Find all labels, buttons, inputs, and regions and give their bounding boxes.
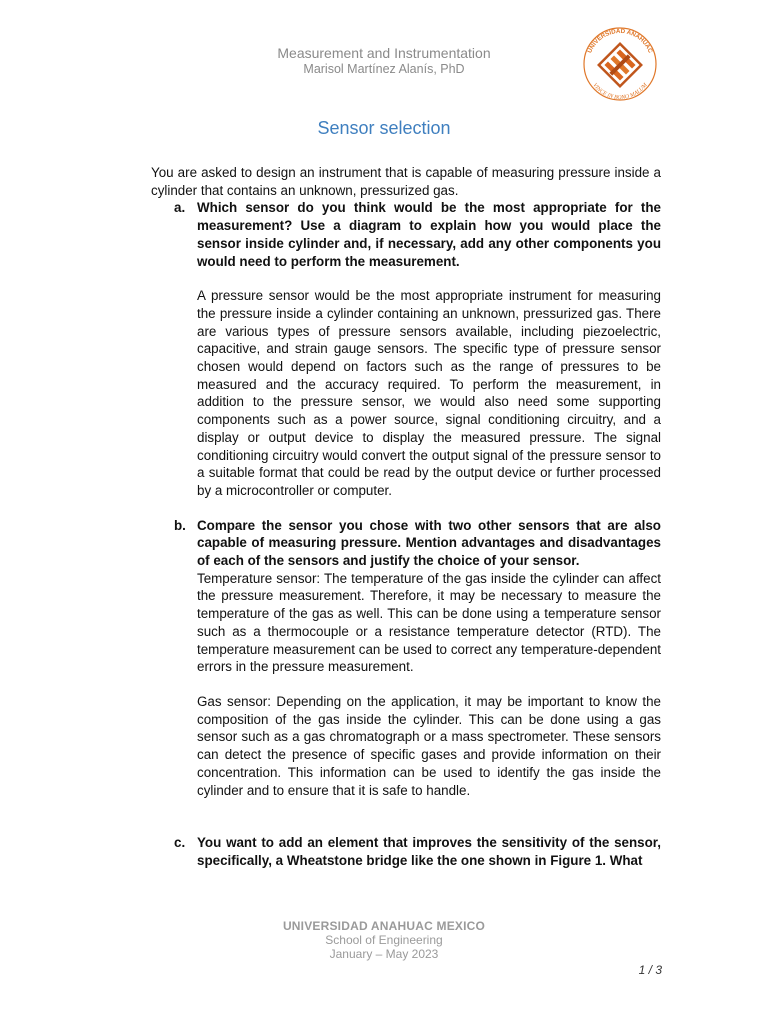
intro-paragraph: You are asked to design an instrument that is capable of measuring pressure inside a cylinder that contains an unknown, pressurized gas. [151,165,661,198]
page-title: Sensor selection [317,118,451,138]
question-label: b. [174,517,186,533]
question-text: You want to add an element that improves the sensitivity of the sensor, specifically, a Wheatstone bridge like the one shown in Figure 1. What [197,835,661,868]
answer-paragraph: Gas sensor: Depending on the application, it may be important to know the composition of the gas inside the cylinder. This can be done using a gas sensor such as a gas chromatograph or a mass spectrometer. These sensors can detect the presence of specific gases and provide information on their concentration. This information can be used to identify the gas inside the cylinder and to ensure that it is safe to handle. [197,693,661,798]
question-c [151,834,661,869]
question-a [151,199,661,499]
document-body [151,164,661,870]
page-footer [0,919,768,961]
question-b [151,517,661,800]
question-text: Compare the sensor you chose with two other sensors that are also capable of measuring pressure. Mention advantages and disadvantages of each of the sensors and justify the choice of your sensor. [197,517,661,569]
question-label: c. [174,835,186,851]
footer-school: School of Engineering [325,933,443,947]
question-label: a. [174,200,186,216]
answer-paragraph: Temperature sensor: The temperature of the gas inside the cylinder can affect the pressure measurement. Therefore, it may be necessary to measure the temperature of the gas as well. This can be done using a temperature sensor such as a thermocouple or a resistance temperature detector (RTD). The temperature measurement can be used to correct any temperature-dependent errors in the pressure measurement. [197,570,661,675]
page-number: 1 / 3 [638,963,662,977]
university-seal-logo [575,26,665,102]
logo-text-top: UNIVERSIDAD ANÁHUAC [586,27,654,55]
footer-term: January – May 2023 [329,947,439,961]
answer-paragraph: A pressure sensor would be the most appropriate instrument for measuring the pressure inside a cylinder containing an unknown, pressurized gas. There are various types of pressure sensors available, including piezoelectric, capacitive, and strain gauge sensors. The specific type of pressure sensor chosen would depend on factors such as the range of pressures to be measured and the accuracy required. To perform the measurement, in addition to the pressure sensor, we would also need some supporting components such as a power source, signal conditioning circuitry, and a display or output device to display the measured pressure. The signal conditioning circuitry would convert the output signal of the pressure sensor to a suitable format that could be read by the output device or further processed by a microcontroller or computer. [197,288,661,498]
question-text: Which sensor do you think would be the most appropriate for the measurement? Use a diagram to explain how you would place the sensor inside cylinder and, if necessary, add any other components you would need to perform the measurement. [197,200,661,269]
footer-university: UNIVERSIDAD ANAHUAC MEXICO [282,919,486,933]
author-name: Marisol Martínez Alanís, PhD [303,62,465,76]
logo-emblem [599,44,641,86]
logo-text-bottom: VINCE IN BONO MALUM [591,82,649,102]
course-name: Measurement and Instrumentation [277,45,491,61]
